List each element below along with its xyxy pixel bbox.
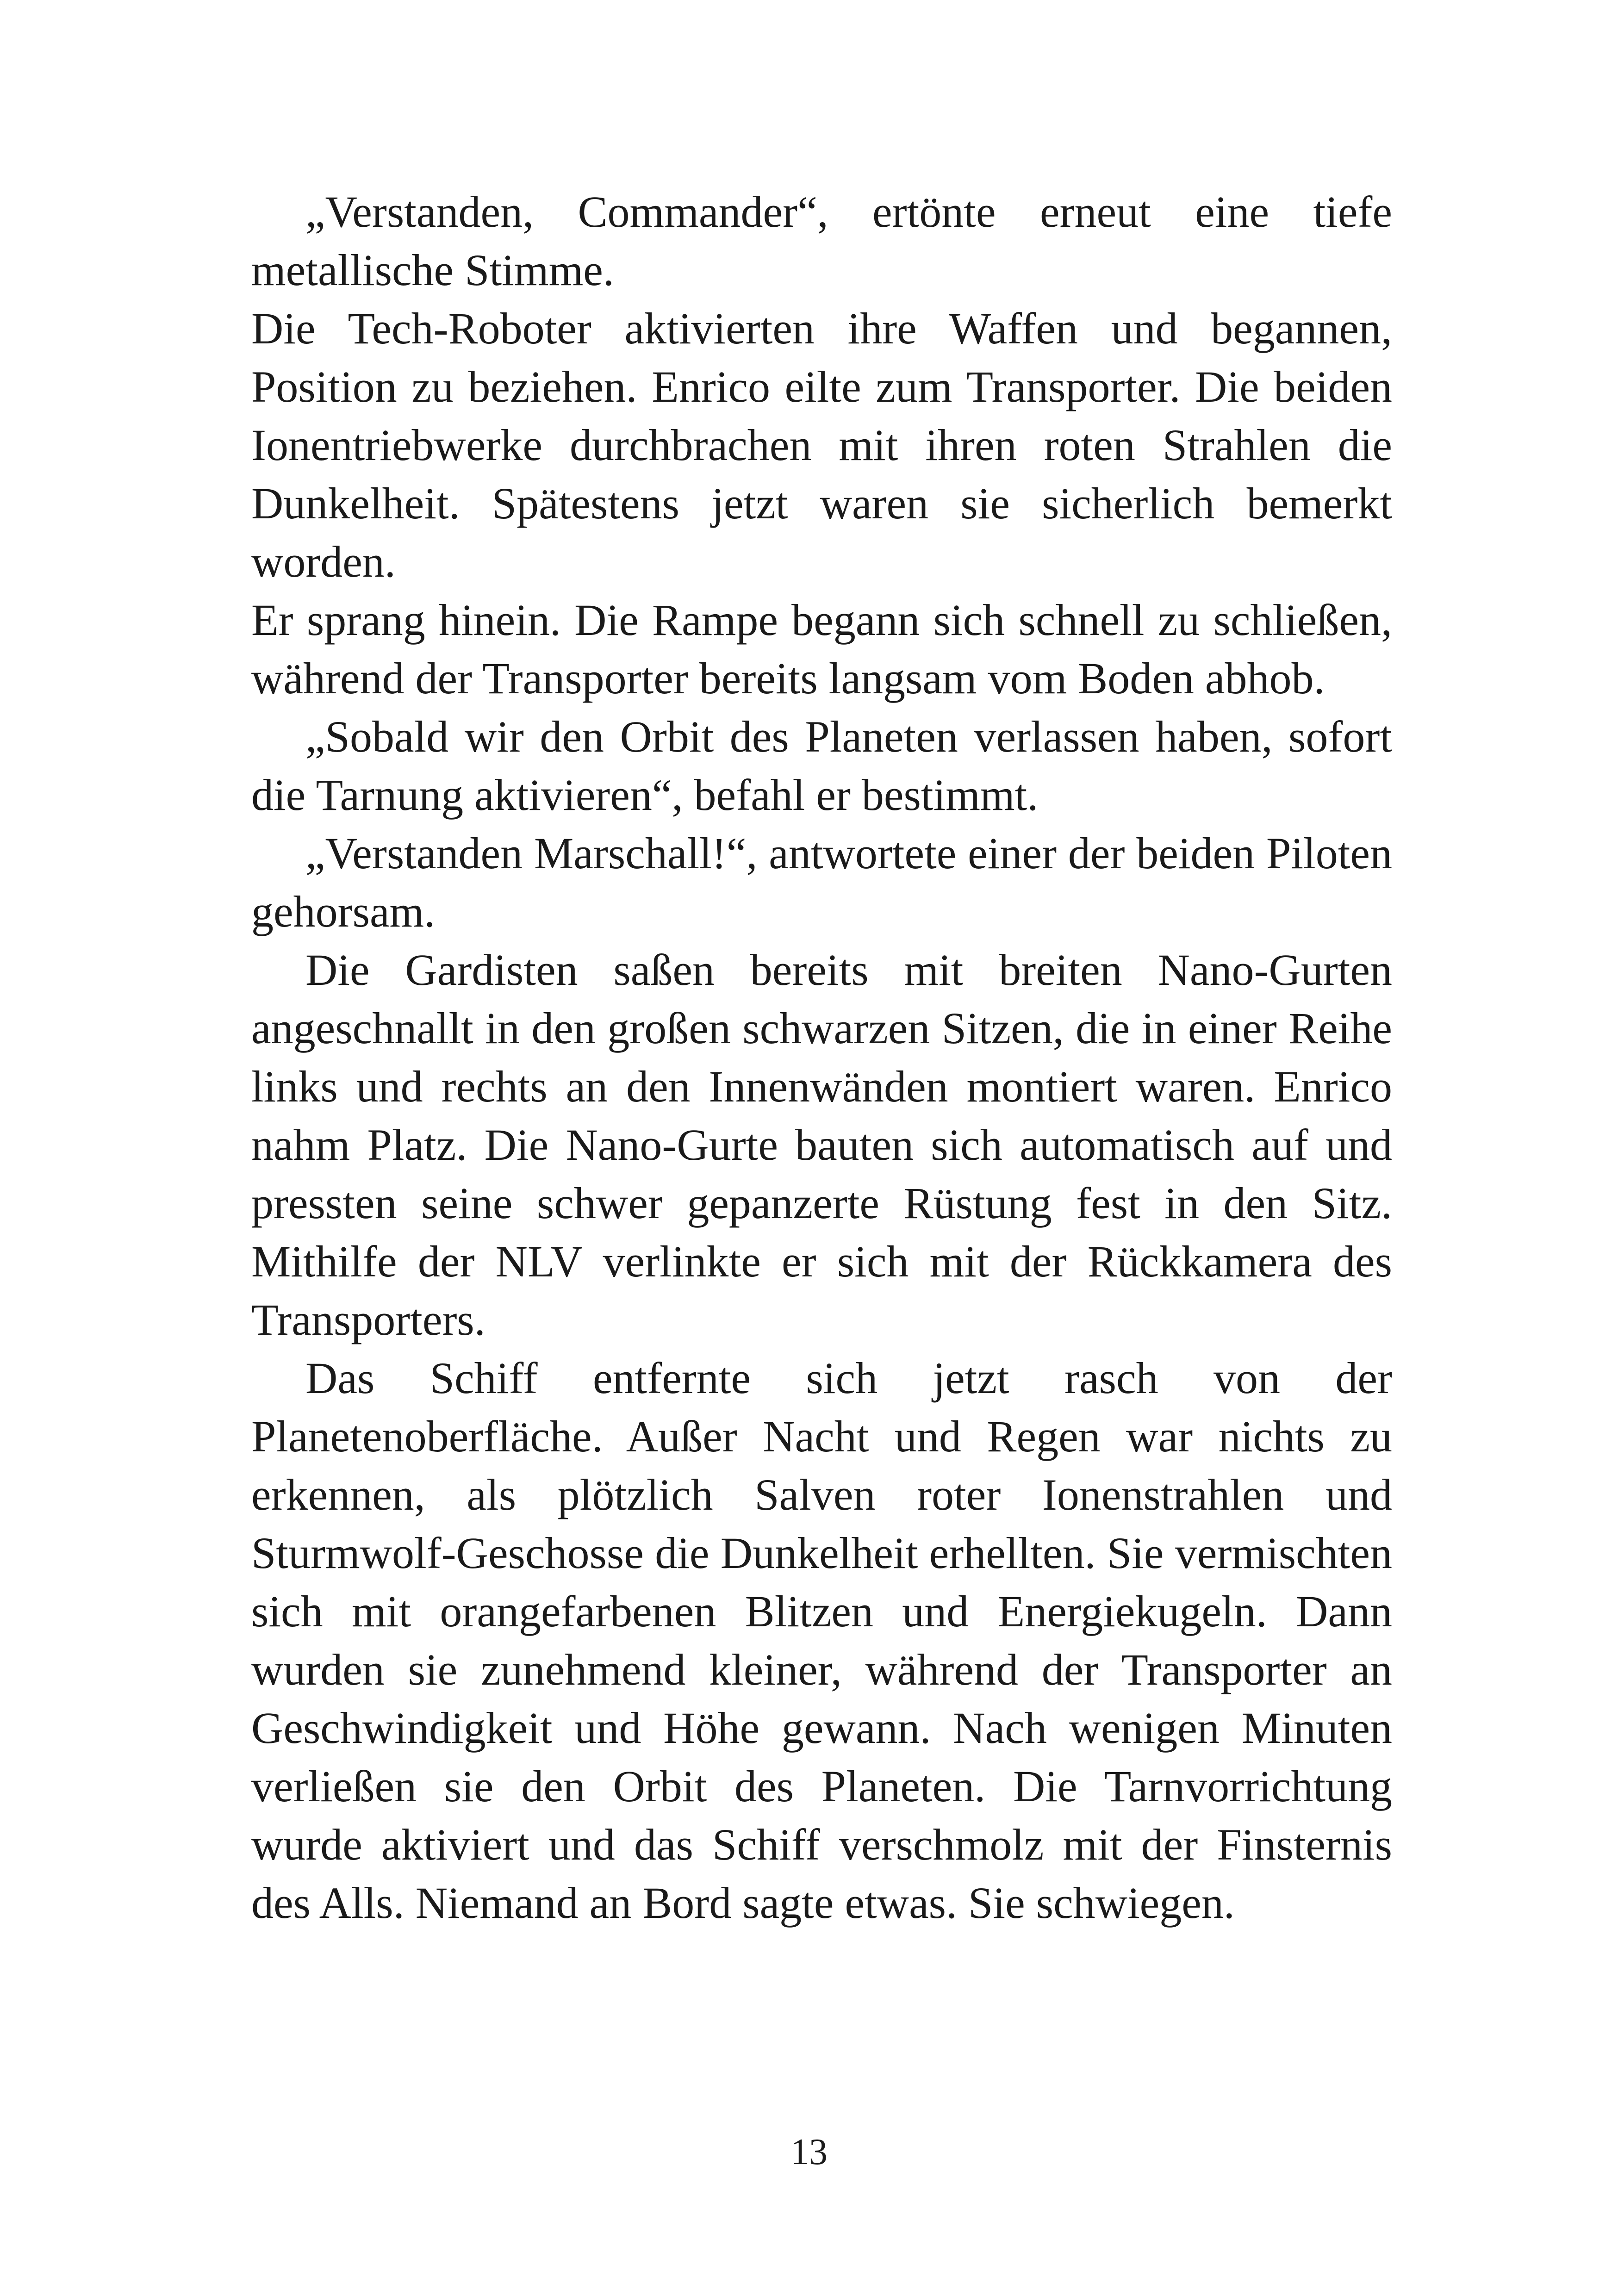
body-text <box>251 183 1392 1932</box>
paragraph-4: „Sobald wir den Orbit des Planeten verlassen haben, sofort die Tarnung aktivieren“, befahl er bestimmt. <box>251 712 1392 820</box>
paragraph-2: Die Tech-Roboter aktivierten ihre Waffen und begannen, Position zu beziehen. Enrico eilte zum Transporter. Die beiden Ionentriebwerke durchbrachen mit ihren roten Strahlen die Dunkelheit. Spätestens jetzt waren sie sicherlich bemerkt worden. <box>251 304 1392 586</box>
paragraph-5: „Verstanden Marschall!“, antwortete einer der beiden Piloten gehorsam. <box>251 828 1392 936</box>
page-number: 13 <box>790 2132 828 2172</box>
paragraph-6: Die Gardisten saßen bereits mit breiten Nano-Gurten angeschnallt in den großen schwarzen Sitzen, die in einer Reihe links und rechts an den Innenwänden montiert waren. Enrico nahm Platz. Die Nano-Gurte bauten sich automatisch auf und pressten seine schwer gepanzerte Rüstung fest in den Sitz. Mithilfe der NLV verlinkte er sich mit der Rückkamera des Transporters. <box>251 945 1392 1344</box>
paragraph-1: „Verstanden, Commander“, ertönte erneut eine tiefe metallische Stimme. <box>251 187 1392 295</box>
paragraph-3: Er sprang hinein. Die Rampe begann sich schnell zu schließen, während der Transporter bereits langsam vom Boden abhob. <box>251 595 1392 703</box>
paragraph-7: Das Schiff entfernte sich jetzt rasch von der Planetenoberfläche. Außer Nacht und Regen war nichts zu erkennen, als plötzlich Salven roter Ionenstrahlen und Sturmwolf-Geschosse die Dunkelheit erhellten. Sie vermischten sich mit orangefarbenen Blitzen und Energiekugeln. Dann wurden sie zunehmend kleiner, während der Transporter an Geschwindigkeit und Höhe gewann. Nach wenigen Minuten verließen sie den Orbit des Planeten. Die Tarnvorrichtung wurde aktiviert und das Schiff verschmolz mit der Finsternis des Alls. Niemand an Bord sagte etwas. Sie schwiegen. <box>251 1353 1392 1928</box>
